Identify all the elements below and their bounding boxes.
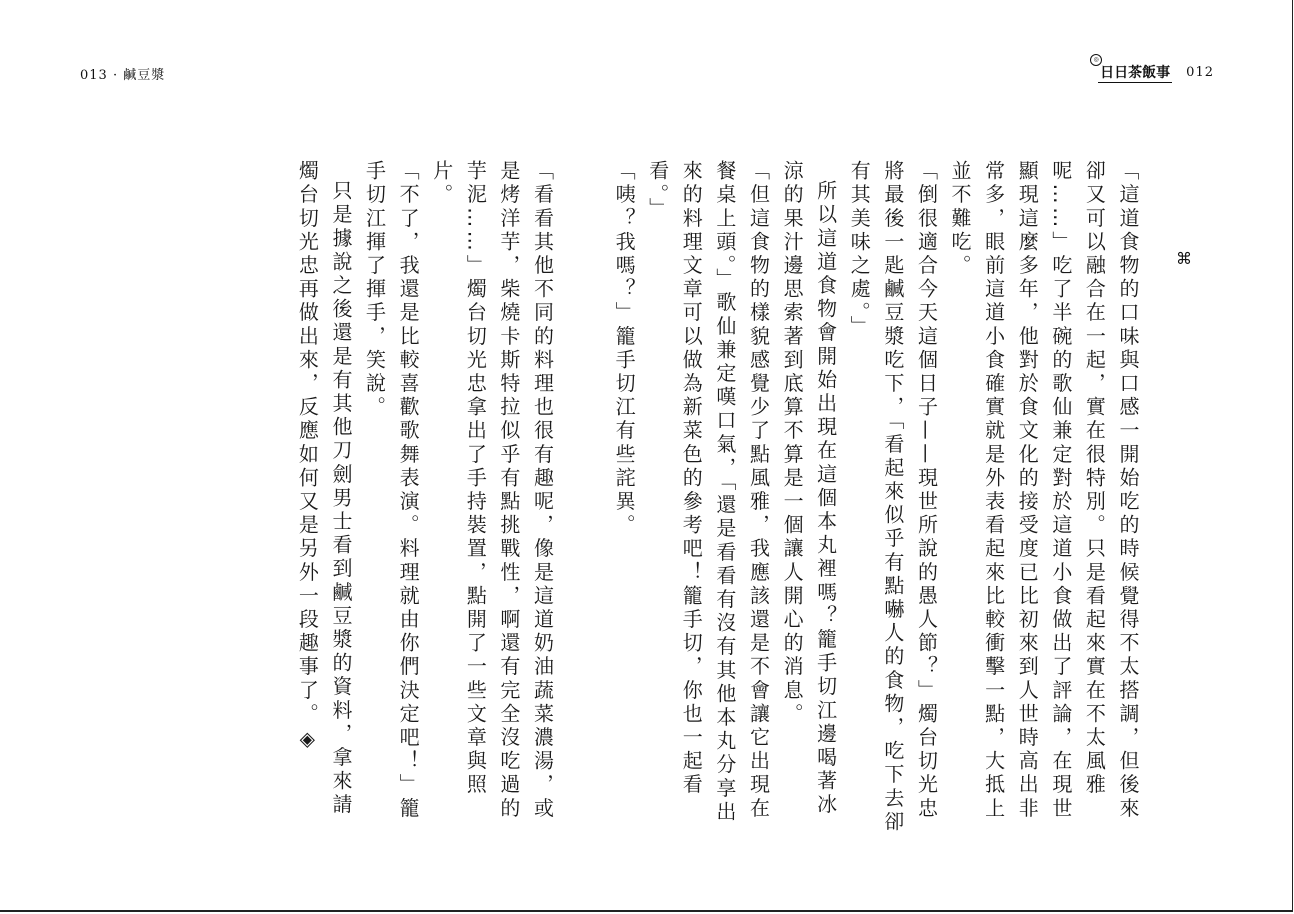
end-mark-icon: ◈ xyxy=(295,726,320,755)
ornament-icon: ⌘ xyxy=(1176,249,1192,268)
right-page-number: 012 xyxy=(1186,65,1214,80)
paragraph: 「倒很適合今天這個日子——現世所說的愚人節？」燭台切光忠將最後一匙鹹豆漿吃下，「看起來似乎有點嚇人的食物，吃下去卻有其美味之處。」 xyxy=(847,160,939,835)
story-text xyxy=(290,160,1144,840)
left-page-header xyxy=(80,64,165,83)
paragraph-final-text: 只是據說之後還是有其他刀劍男士看到鹹豆漿的資料，拿來請燭台切光忠再做出來，反應如何又是另外一段趣事了。 xyxy=(295,160,353,818)
paragraph: 所以這道食物會開始出現在這個本丸裡嗎？籠手切江邊喝著冰涼的果汁邊思索著到底算不算是一個讓人開心的消息。 xyxy=(780,160,838,818)
series-logo-text: 日日茶飯事 xyxy=(1100,65,1171,81)
header-separator: · xyxy=(112,68,119,83)
chapter-title: 鹹豆漿 xyxy=(123,68,166,83)
paragraph: 「這道食物的口味與口感一開始吃的時候覺得不太搭調，但後來卻又可以融合在一起，實在很特別。只是看起來實在不太風雅呢……」吃了半碗的歌仙兼定對於這道小食做出了評論，在現世顯現這麼多年，他對於食文化的接受度已比初來到人世時高出非常多，眼前這道小食確實就是外表看起來比較衝擊一點，大抵上並不難吃。 xyxy=(948,160,1140,821)
paragraph: 「咦？我嗎？」籠手切江有些詫異。 xyxy=(612,160,637,538)
paragraph-final xyxy=(290,160,357,840)
paragraph: 「不了，我還是比較喜歡歌舞表演。料理就由你們決定吧！」籠手切江揮了揮手，笑說。 xyxy=(362,160,421,821)
paragraph: 「但這食物的樣貌感覺少了點風雅，我應該還是不會讓它出現在餐桌上頭。」歌仙兼定嘆口氣，「還是看看有沒有其他本丸分享出來的料理文章可以做為新菜色的參考吧！籠手切，你也一起看看。」 xyxy=(645,160,771,825)
left-page-number: 013 xyxy=(80,68,108,83)
logo-seal-icon: ◎ xyxy=(1090,54,1102,66)
right-page-header xyxy=(1093,56,1214,83)
paragraph: 「看看其他不同的料理也很有趣呢，像是這道奶油蔬菜濃湯，或是烤洋芋，柴燒卡斯特拉似乎有點挑戰性，啊還有完全沒吃過的芋泥……」燭台切光忠拿出了手持裝置，點開了一些文章與照片。 xyxy=(429,160,555,821)
series-logo xyxy=(1093,56,1172,83)
